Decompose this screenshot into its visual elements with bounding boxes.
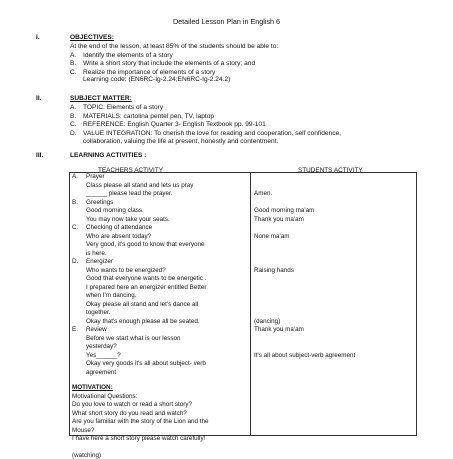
section-heading-subject-matter: SUBJECT MATTER:	[70, 95, 132, 102]
list-text: yesterday?	[86, 343, 117, 350]
list-text: when I'm dancing.	[86, 292, 137, 299]
list-text: Okay very goods it's all about subject- verb	[86, 360, 206, 367]
list-text: VALUE INTEGRATION: To cherish the love for reading and cooperation, self confidence,	[83, 129, 342, 137]
student-column-header: STUDENTS ACTIVITY	[298, 167, 363, 174]
teacher-line	[86, 208, 144, 214]
objective-item	[70, 60, 255, 67]
list-text: I prepared here an energizer entitled Better	[86, 283, 207, 291]
subject-item	[70, 130, 341, 137]
teacher-line	[86, 302, 198, 308]
student-line: Thank you ma'am	[254, 215, 304, 223]
list-text: You may now take your seats.	[86, 215, 170, 223]
list-label: B.	[70, 60, 77, 67]
teacher-line	[86, 242, 204, 248]
list-text: together.	[86, 309, 111, 316]
list-text: Very good, it's good to know that everyone	[86, 241, 205, 248]
teacher-line	[86, 353, 121, 359]
teacher-line	[86, 183, 193, 189]
student-line: Good morning ma'am	[254, 207, 315, 214]
list-text: Checking of attendance	[86, 224, 153, 231]
teacher-line	[72, 327, 107, 333]
motivation-line: Motivational Questions:	[72, 392, 138, 400]
teacher-line	[86, 361, 206, 367]
section-heading-objectives: OBJECTIVES:	[70, 34, 114, 41]
table-divider	[250, 172, 251, 436]
student-line: Raising hands	[254, 266, 294, 274]
list-text: Prayer	[86, 173, 105, 180]
list-text: Who are absent today?	[86, 232, 152, 240]
list-label: C.	[70, 68, 77, 76]
list-text: is here.	[86, 249, 107, 257]
teacher-line	[86, 268, 166, 274]
teacher-line	[86, 319, 200, 325]
list-label: D.	[70, 129, 77, 137]
motivation-line: Do you love to watch or read a short story?	[72, 401, 193, 408]
teacher-line	[72, 200, 113, 206]
section-number: II.	[36, 95, 42, 102]
list-label: B.	[70, 112, 77, 120]
list-text: ______ please lead the prayer.	[86, 190, 173, 197]
list-text: Yes______?	[86, 351, 121, 359]
teacher-line	[86, 310, 111, 316]
motivation-line: What short story do you read and watch?	[72, 409, 187, 417]
teacher-line	[86, 251, 107, 257]
document-title: Detailed Lesson Plan in English 6	[172, 17, 281, 26]
section-number: III.	[36, 152, 44, 159]
teacher-line	[72, 259, 113, 265]
list-text: Okay that's enough please all be seated.	[86, 317, 200, 325]
teacher-line	[86, 336, 181, 342]
list-text: Good morning class.	[86, 207, 144, 214]
list-label: C.	[72, 224, 79, 231]
teacher-line	[72, 174, 105, 180]
subject-item	[70, 104, 163, 111]
subject-item	[70, 121, 266, 128]
list-text: Greetings	[86, 198, 114, 206]
motivation-heading: MOTIVATION:	[72, 384, 113, 391]
list-text: Class please all stand and lets us pray	[86, 181, 194, 189]
list-label: A.	[70, 104, 77, 111]
list-text: MATERIALS: cartolina pentel pen, TV, laptop	[83, 112, 215, 120]
teacher-line	[86, 191, 172, 197]
teacher-line	[86, 370, 116, 376]
teacher-line	[86, 293, 137, 299]
list-text: Good that everyone wants to be energetic .	[86, 275, 207, 282]
teacher-line	[86, 276, 206, 282]
list-text: Before we start what is our lesson	[86, 334, 181, 342]
list-text: Review	[86, 326, 107, 333]
list-text: REFERENCE: English Quarter 3- English Textbook pp. 99-101	[83, 121, 266, 128]
list-text: Okay please all stand and let's dance all	[86, 300, 199, 308]
section-number: I.	[36, 34, 40, 41]
subject-continuation: collaboration, valuing the life at present, honestly and contentment.	[83, 137, 279, 145]
list-text: Who wants to be energized?	[86, 266, 166, 274]
list-label: A.	[70, 51, 77, 59]
student-line: (dancing)	[254, 317, 281, 325]
motivation-line: Are you familiar with the story of the Lion and the	[72, 418, 209, 425]
teacher-line	[86, 285, 206, 291]
list-label: A.	[72, 173, 78, 180]
teacher-line	[86, 234, 151, 240]
list-label: D.	[72, 258, 79, 265]
list-text: Energizer	[86, 258, 113, 265]
student-line: Amen.	[254, 190, 273, 197]
objectives-intro: At the end of the lesson, at least 85% of the students should be able to:	[70, 43, 279, 50]
teacher-column-header: TEACHERS ACTIVITY	[98, 167, 163, 174]
list-label: E.	[72, 326, 78, 333]
list-label: C.	[70, 121, 77, 128]
list-text: Identify the elements of a story	[83, 51, 173, 59]
section-heading-activities: LEARNING ACTIVITIES :	[70, 152, 147, 159]
teacher-line	[86, 344, 117, 350]
student-line: None ma'am	[254, 232, 290, 240]
learning-code: Learning code: (EN6RC-Ig-2.24;EN6RC-Ig-2.24.2)	[83, 76, 231, 83]
motivation-line: (watching)	[72, 452, 102, 459]
motivation-line: I have here a short story please watch carefully!	[72, 435, 206, 442]
subject-item	[70, 113, 214, 120]
motivation-line: Mouse?	[72, 426, 95, 434]
teacher-line	[86, 217, 170, 223]
list-text: TOPIC: Elements of a story	[83, 104, 164, 111]
list-label: B.	[72, 198, 78, 206]
objective-item	[70, 52, 173, 59]
student-line: Thank you ma'am	[254, 326, 304, 333]
teacher-line	[72, 225, 152, 231]
list-text: Write a short story that include the elements of a story; and	[83, 60, 256, 67]
list-text: agreement	[86, 368, 117, 376]
objective-item	[70, 69, 215, 76]
student-line: It's all about subject-verb agreement	[254, 351, 356, 359]
list-text: Realize the importance of elements of a story	[83, 68, 216, 76]
